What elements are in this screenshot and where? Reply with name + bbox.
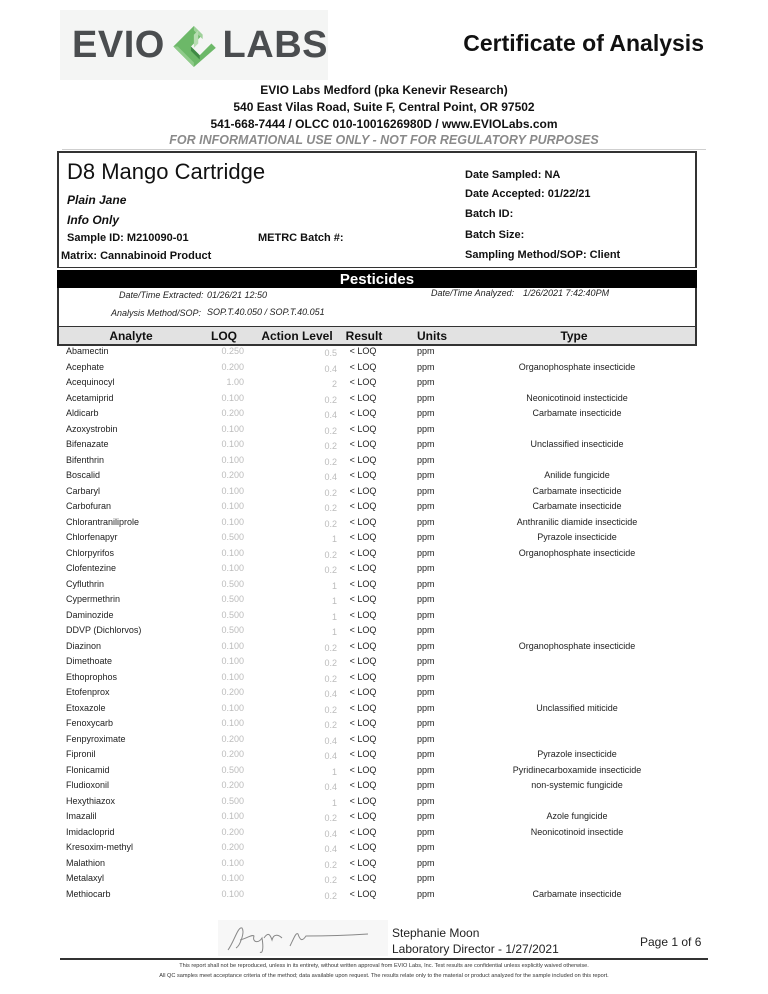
- table-row: [57, 608, 697, 624]
- column-header: Units: [417, 329, 447, 343]
- result-cell: < LOQ: [349, 764, 377, 775]
- action-level-cell: 0.4: [324, 782, 337, 792]
- evio-labs-logo: [60, 10, 328, 80]
- analyte-cell: Malathion: [66, 857, 106, 868]
- result-cell: < LOQ: [349, 501, 377, 511]
- loq-cell: 0.200: [221, 780, 244, 790]
- loq-cell: 0.100: [221, 873, 244, 883]
- loq-cell: 0.250: [221, 346, 244, 356]
- units-cell: ppm: [417, 656, 435, 666]
- units-cell: ppm: [417, 501, 435, 511]
- result-cell: < LOQ: [349, 578, 377, 589]
- results-table-body: [57, 344, 697, 902]
- table-row: [57, 654, 697, 670]
- table-row: [57, 499, 697, 515]
- lab-name: EVIO Labs Medford (pka Kenevir Research): [260, 83, 508, 97]
- units-cell: ppm: [417, 749, 435, 759]
- result-cell: < LOQ: [349, 346, 377, 356]
- table-row: [57, 375, 697, 391]
- result-cell: < LOQ: [349, 454, 377, 465]
- table-row: [57, 453, 697, 469]
- type-cell: Organophosphate insecticide: [518, 361, 636, 372]
- table-row: [57, 840, 697, 856]
- units-cell: ppm: [417, 377, 435, 387]
- loq-cell: 0.500: [221, 609, 244, 620]
- result-cell: < LOQ: [349, 811, 377, 821]
- regulatory-notice: FOR INFORMATIONAL USE ONLY - NOT FOR REGULATORY PURPOSES: [169, 133, 599, 147]
- analyzed-value: 1/26/2021 7:42:40PM: [523, 288, 610, 298]
- table-row: [57, 763, 697, 779]
- table-row: [57, 670, 697, 686]
- method-value: SOP.T.40.050 / SOP.T.40.051: [207, 307, 325, 317]
- loq-cell: 0.100: [221, 857, 244, 868]
- units-cell: ppm: [417, 888, 435, 899]
- action-level-cell: 1: [331, 580, 337, 591]
- document-title: Certificate of Analysis: [463, 30, 704, 56]
- units-cell: ppm: [417, 578, 435, 589]
- section-title: Pesticides: [57, 270, 697, 288]
- analyte-cell: Acequinocyl: [66, 377, 115, 387]
- footer-divider: [60, 958, 708, 960]
- loq-cell: 0.100: [221, 547, 244, 558]
- action-level-cell: 0.4: [324, 410, 337, 420]
- analyte-cell: Fipronil: [66, 749, 96, 759]
- units-cell: ppm: [417, 532, 435, 542]
- loq-cell: 0.100: [221, 454, 244, 465]
- table-row: [57, 360, 697, 376]
- loq-cell: 0.500: [221, 594, 244, 604]
- loq-cell: 0.200: [221, 408, 244, 418]
- type-cell: Pyrazole insecticide: [537, 749, 617, 759]
- action-level-cell: 0.2: [324, 425, 337, 436]
- result-cell: < LOQ: [349, 749, 377, 759]
- action-level-cell: 0.2: [324, 813, 337, 823]
- result-cell: < LOQ: [349, 485, 377, 496]
- type-cell: Carbamate insecticide: [532, 501, 622, 511]
- lab-info: [0, 82, 768, 133]
- action-level-cell: 1: [331, 596, 337, 606]
- matrix: Matrix: Cannabinoid Product: [61, 250, 212, 262]
- signature: [218, 920, 388, 956]
- action-level-cell: 0.2: [324, 890, 337, 901]
- action-level-cell: 0.2: [324, 441, 337, 451]
- action-level-cell: 0.2: [324, 673, 337, 684]
- table-row: [57, 530, 697, 546]
- action-level-cell: 0.2: [324, 720, 337, 730]
- action-level-cell: 0.2: [324, 658, 337, 668]
- action-level-cell: 0.2: [324, 875, 337, 885]
- action-level-cell: 0.4: [324, 735, 337, 746]
- loq-cell: 0.100: [221, 702, 244, 713]
- result-cell: < LOQ: [349, 780, 377, 790]
- analyte-cell: Etoxazole: [66, 702, 106, 713]
- table-row: [57, 856, 697, 872]
- loq-cell: 0.100: [221, 501, 244, 511]
- table-row: [57, 468, 697, 484]
- disclaimer-line: All QC samples meet acceptance criteria of the method; data available upon request. The results relate only to the material or product analyzed for the sample included on this report.: [159, 973, 609, 979]
- table-row: [57, 809, 697, 825]
- batch-size: Batch Size:: [465, 229, 525, 241]
- table-row: [57, 592, 697, 608]
- analyte-cell: Azoxystrobin: [66, 423, 118, 434]
- sample-id: Sample ID: M210090-01: [67, 232, 189, 244]
- result-cell: < LOQ: [349, 733, 377, 744]
- loq-cell: 0.200: [221, 749, 244, 759]
- table-row: [57, 778, 697, 794]
- units-cell: ppm: [417, 842, 435, 852]
- loq-cell: 0.100: [221, 671, 244, 682]
- loq-cell: 0.100: [221, 392, 244, 403]
- analyte-cell: Ethoprophos: [66, 671, 118, 682]
- result-cell: < LOQ: [349, 408, 377, 418]
- logo-text-labs: LABS: [222, 23, 328, 66]
- table-row: [57, 406, 697, 422]
- analyte-cell: Kresoxim-methyl: [66, 842, 134, 852]
- analyte-cell: Acephate: [66, 361, 105, 372]
- analyte-cell: Imazalil: [66, 811, 97, 821]
- info-only-label: Info Only: [67, 213, 119, 227]
- table-row: [57, 561, 697, 577]
- analyte-cell: Metalaxyl: [66, 873, 105, 883]
- units-cell: ppm: [417, 687, 435, 697]
- action-level-cell: 0.2: [324, 859, 337, 870]
- type-cell: Organophosphate insecticide: [518, 640, 636, 651]
- result-cell: < LOQ: [349, 671, 377, 682]
- result-cell: < LOQ: [349, 609, 377, 620]
- units-cell: ppm: [417, 764, 435, 775]
- analyte-cell: Methiocarb: [66, 888, 111, 899]
- analyte-cell: Chlorpyrifos: [66, 547, 115, 558]
- logo-text-evio: EVIO: [72, 23, 165, 66]
- result-cell: < LOQ: [349, 888, 377, 899]
- units-cell: ppm: [417, 594, 435, 604]
- loq-cell: 0.500: [221, 764, 244, 775]
- result-cell: < LOQ: [349, 439, 377, 449]
- type-cell: Neonicotinoid instecticide: [526, 392, 628, 403]
- sampling-method: Sampling Method/SOP: Client: [465, 249, 621, 261]
- units-cell: ppm: [417, 733, 435, 744]
- table-row: [57, 825, 697, 841]
- action-level-cell: 0.4: [324, 751, 337, 761]
- column-header: Type: [560, 329, 588, 343]
- product-name: D8 Mango Cartridge: [67, 159, 266, 184]
- loq-cell: 0.500: [221, 532, 244, 542]
- analyte-cell: Hexythiazox: [66, 795, 116, 806]
- action-level-cell: 0.4: [324, 689, 337, 699]
- action-level-cell: 0.5: [324, 348, 337, 358]
- loq-cell: 0.100: [221, 811, 244, 821]
- loq-cell: 0.100: [221, 423, 244, 434]
- analyzed-label: Date/Time Analyzed:: [431, 288, 515, 298]
- action-level-cell: 0.2: [324, 549, 337, 560]
- type-cell: non-systemic fungicide: [531, 780, 623, 790]
- action-level-cell: 0.4: [324, 363, 337, 374]
- units-cell: ppm: [417, 547, 435, 558]
- analyte-cell: Diazinon: [66, 640, 102, 651]
- result-cell: < LOQ: [349, 563, 377, 573]
- type-cell: Carbamate insecticide: [532, 888, 622, 899]
- signer-name: Stephanie Moon: [392, 926, 480, 940]
- result-cell: < LOQ: [349, 377, 377, 387]
- loq-cell: 0.200: [221, 470, 244, 480]
- result-cell: < LOQ: [349, 842, 377, 852]
- loq-cell: 0.100: [221, 718, 244, 728]
- lab-contact: 541-668-7444 / OLCC 010-1001626980D / www.EVIOLabs.com: [210, 117, 558, 131]
- action-level-cell: 0.4: [324, 472, 337, 482]
- action-level-cell: 0.2: [324, 565, 337, 575]
- units-cell: ppm: [417, 408, 435, 418]
- table-row: [57, 344, 697, 360]
- type-cell: Anilide fungicide: [544, 470, 610, 480]
- result-cell: < LOQ: [349, 702, 377, 713]
- loq-cell: 1.00: [226, 377, 244, 387]
- analyte-cell: Cyfluthrin: [66, 578, 105, 589]
- analyte-cell: Imidacloprid: [66, 826, 115, 837]
- action-level-cell: 0.2: [324, 704, 337, 715]
- analyte-cell: Boscalid: [66, 470, 101, 480]
- units-cell: ppm: [417, 625, 435, 635]
- table-row: [57, 732, 697, 748]
- units-cell: ppm: [417, 811, 435, 821]
- table-row: [57, 422, 697, 438]
- type-cell: Unclassified insecticide: [530, 439, 624, 449]
- result-cell: < LOQ: [349, 873, 377, 883]
- table-row: [57, 484, 697, 500]
- analyte-cell: Acetamiprid: [66, 392, 114, 403]
- analyte-cell: Cypermethrin: [66, 594, 121, 604]
- table-row: [57, 639, 697, 655]
- result-cell: < LOQ: [349, 687, 377, 697]
- result-cell: < LOQ: [349, 826, 377, 837]
- column-header: Result: [345, 329, 383, 343]
- analyte-cell: Clofentezine: [66, 563, 117, 573]
- units-cell: ppm: [417, 640, 435, 651]
- units-cell: ppm: [417, 718, 435, 728]
- units-cell: ppm: [417, 346, 435, 356]
- units-cell: ppm: [417, 423, 435, 434]
- extracted-label: Date/Time Extracted:: [119, 290, 204, 300]
- type-cell: Unclassified miticide: [536, 702, 618, 713]
- divider: [62, 149, 706, 150]
- units-cell: ppm: [417, 671, 435, 682]
- loq-cell: 0.200: [221, 826, 244, 837]
- result-cell: < LOQ: [349, 516, 377, 527]
- signer-title: Laboratory Director - 1/27/2021: [392, 942, 559, 956]
- units-cell: ppm: [417, 609, 435, 620]
- units-cell: ppm: [417, 857, 435, 868]
- analyte-cell: Bifenthrin: [66, 454, 105, 465]
- loq-cell: 0.100: [221, 640, 244, 651]
- analyte-cell: Fenoxycarb: [66, 718, 114, 728]
- page-number: Page 1 of 6: [640, 935, 702, 949]
- table-row: [57, 546, 697, 562]
- type-cell: Organophosphate insecticide: [518, 547, 636, 558]
- loq-cell: 0.100: [221, 439, 244, 449]
- units-cell: ppm: [417, 873, 435, 883]
- units-cell: ppm: [417, 795, 435, 806]
- date-accepted: Date Accepted: 01/22/21: [465, 188, 591, 200]
- units-cell: ppm: [417, 439, 435, 449]
- batch-id: Batch ID:: [465, 208, 514, 220]
- loq-cell: 0.200: [221, 842, 244, 852]
- analysis-meta: [57, 288, 697, 326]
- units-cell: ppm: [417, 702, 435, 713]
- type-cell: Carbamate insecticide: [532, 485, 622, 496]
- loq-cell: 0.100: [221, 563, 244, 573]
- analyte-cell: Flonicamid: [66, 764, 110, 775]
- action-level-cell: 0.4: [324, 844, 337, 854]
- units-cell: ppm: [417, 470, 435, 480]
- table-row: [57, 747, 697, 763]
- units-cell: ppm: [417, 361, 435, 372]
- action-level-cell: 1: [331, 534, 337, 544]
- table-row: [57, 623, 697, 639]
- loq-cell: 0.100: [221, 516, 244, 527]
- action-level-cell: 1: [331, 627, 337, 637]
- type-cell: Pyrazole insecticide: [537, 532, 617, 542]
- result-cell: < LOQ: [349, 718, 377, 728]
- table-row: [57, 701, 697, 717]
- table-row: [57, 685, 697, 701]
- type-cell: Pyridinecarboxamide insecticide: [512, 764, 642, 775]
- result-cell: < LOQ: [349, 532, 377, 542]
- loq-cell: 0.500: [221, 795, 244, 806]
- type-cell: Anthranilic diamide insecticide: [516, 516, 638, 527]
- result-cell: < LOQ: [349, 361, 377, 372]
- action-level-cell: 0.2: [324, 503, 337, 513]
- type-cell: Carbamate insecticide: [532, 408, 622, 418]
- units-cell: ppm: [417, 780, 435, 790]
- action-level-cell: 0.2: [324, 642, 337, 653]
- result-cell: < LOQ: [349, 857, 377, 868]
- table-header: [57, 326, 697, 346]
- table-row: [57, 577, 697, 593]
- table-row: [57, 887, 697, 903]
- result-cell: < LOQ: [349, 640, 377, 651]
- loq-cell: 0.200: [221, 361, 244, 372]
- table-row: [57, 437, 697, 453]
- table-row: [57, 391, 697, 407]
- units-cell: ppm: [417, 516, 435, 527]
- action-level-cell: 1: [331, 766, 337, 777]
- loq-cell: 0.100: [221, 888, 244, 899]
- metrc-batch: METRC Batch #:: [258, 232, 344, 244]
- date-sampled: Date Sampled: NA: [465, 169, 561, 181]
- result-cell: < LOQ: [349, 594, 377, 604]
- analyte-cell: DDVP (Dichlorvos): [66, 625, 142, 635]
- result-cell: < LOQ: [349, 547, 377, 558]
- action-level-cell: 2: [331, 379, 337, 389]
- table-row: [57, 794, 697, 810]
- result-cell: < LOQ: [349, 470, 377, 480]
- type-cell: Azole fungicide: [546, 811, 608, 821]
- analyte-cell: Dimethoate: [66, 656, 113, 666]
- analyte-cell: Aldicarb: [66, 408, 99, 418]
- table-row: [57, 871, 697, 887]
- analyte-cell: Fludioxonil: [66, 780, 110, 790]
- action-level-cell: 0.2: [324, 487, 337, 498]
- column-header: Action Level: [261, 329, 333, 343]
- action-level-cell: 0.2: [324, 394, 337, 405]
- units-cell: ppm: [417, 454, 435, 465]
- result-cell: < LOQ: [349, 625, 377, 635]
- result-cell: < LOQ: [349, 423, 377, 434]
- units-cell: ppm: [417, 392, 435, 403]
- units-cell: ppm: [417, 485, 435, 496]
- type-cell: Neonicotinoid insectide: [530, 826, 624, 837]
- action-level-cell: 0.2: [324, 456, 337, 467]
- analyte-cell: Chlorfenapyr: [66, 532, 118, 542]
- analyte-cell: Carbofuran: [66, 501, 112, 511]
- logo-mark-icon: [169, 13, 219, 77]
- column-header: Analyte: [109, 329, 153, 343]
- loq-cell: 0.200: [221, 733, 244, 744]
- loq-cell: 0.200: [221, 687, 244, 697]
- sample-info-box: [57, 151, 697, 268]
- action-level-cell: 1: [331, 797, 337, 808]
- lab-address: 540 East Vilas Road, Suite F, Central Point, OR 97502: [233, 100, 535, 114]
- analyte-cell: Bifenazate: [66, 439, 109, 449]
- analyte-cell: Chlorantraniliprole: [66, 516, 140, 527]
- loq-cell: 0.500: [221, 578, 244, 589]
- disclaimer-line: This report shall not be reproduced, unless in its entirety, without written approval from EVIO Labs, Inc. Test results are confidential unless explicitly waived otherwise.: [179, 963, 589, 969]
- signature-icon: [218, 920, 388, 956]
- result-cell: < LOQ: [349, 392, 377, 403]
- units-cell: ppm: [417, 563, 435, 573]
- analyte-cell: Etofenprox: [66, 687, 110, 697]
- result-cell: < LOQ: [349, 656, 377, 666]
- method-label: Analysis Method/SOP:: [111, 308, 202, 318]
- column-header: LOQ: [211, 329, 237, 343]
- table-row: [57, 716, 697, 732]
- client-name: Plain Jane: [67, 193, 127, 207]
- loq-cell: 0.100: [221, 485, 244, 496]
- action-level-cell: 0.4: [324, 828, 337, 839]
- units-cell: ppm: [417, 826, 435, 837]
- analyte-cell: Carbaryl: [66, 485, 101, 496]
- loq-cell: 0.100: [221, 656, 244, 666]
- result-cell: < LOQ: [349, 795, 377, 806]
- loq-cell: 0.500: [221, 625, 244, 635]
- action-level-cell: 0.2: [324, 518, 337, 529]
- analyte-cell: Daminozide: [66, 609, 114, 620]
- table-row: [57, 515, 697, 531]
- analyte-cell: Abamectin: [66, 346, 109, 356]
- extracted-value: 01/26/21 12:50: [207, 290, 268, 300]
- disclaimer: [0, 961, 768, 981]
- action-level-cell: 1: [331, 611, 337, 622]
- signer-block: [392, 925, 559, 957]
- analyte-cell: Fenpyroximate: [66, 733, 126, 744]
